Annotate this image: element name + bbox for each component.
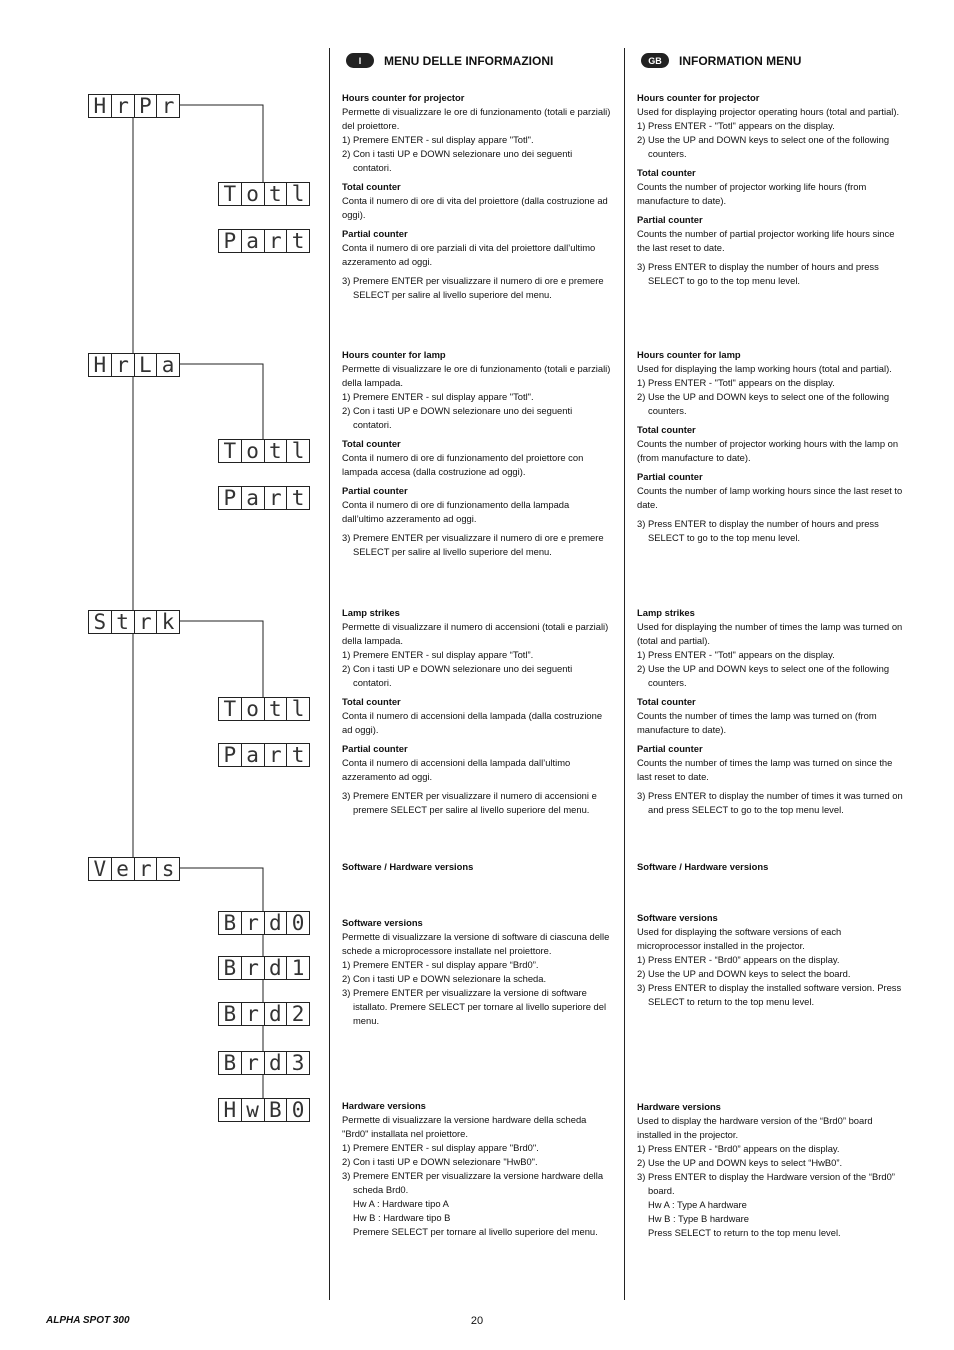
product-name: ALPHA SPOT 300 [46,1315,130,1326]
gb-software-versions-block: Software versions Used for displaying the software versions of each microprocessor installed in the projector. 1) Press ENTER - “Brd0” appears on the display. 2) Use the UP and DOWN keys to select the board. 3) Press ENTER to display the installed software version. Press SELECT to return to the top menu level. [637,912,902,1007]
it-projector-hours-block: Hours counter for projector Permette di visualizzare le ore di funzionamento (totali e parziali) del proiettore. 1) Premere ENTER - sul display appare "Totl". 2) Con i tasti UP e DOWN selezionare uno dei seguenti contatori. Total counter Conta il numero di ore di vita del proiettore (dalla costruzione ad oggi). Partial counter Conta il numero di ore parziali di vita del proiettore dall’ultimo azzeramento ad oggi. 3) Premere ENTER per visualizzare il numero di ore e premere SELECT per salire al livello superiore del menu. [342,92,611,300]
gb-hardware-versions-block: Hardware versions Used to display the hardware version of the “Brd0” board installed in the projector. 1) Press ENTER - “Brd0” appears on the display. 2) Use the UP and DOWN keys to select “HwB0”. 3) Press ENTER to display the Hardware version of the “Brd0” board. Hw A : Type A hardware Hw B : Type B hardware Press SELECT to return to the top menu level. [637,1101,895,1238]
language-badge-gb: GB [641,53,669,68]
display-vers: V e r s [88,857,180,881]
section-header-it [346,53,553,68]
it-versions-heading-block: Software / Hardware versions [342,861,474,872]
gb-projector-hours-block: Hours counter for projector Used for displaying projector operating hours (total and partial). 1) Press ENTER - "Totl" appears on the display. 2) Use the UP and DOWN keys to select one of the following counters. Total counter Counts the number of projector working life hours (from manufacture to date). Partial counter Counts the number of partial projector working life hours since the last reset to date. 3) Press ENTER to display the number of hours and press SELECT to go to the top menu level. [637,92,900,286]
display-totl-lamp: T o t l [218,439,310,463]
display-hrpr: H r P r [88,94,180,118]
column-divider-left [329,48,330,1300]
gb-lamp-hours-block: Hours counter for lamp Used for displaying the lamp working hours (total and partial). 1) Press ENTER - "Totl" appears on the display. 2) Use the UP and DOWN keys to select one of the following counters. Total counter Counts the number of projector working hours with the lamp on (from manufacture to date). Partial counter Counts the number of lamp working hours since the last reset to date. 3) Press ENTER to display the number of hours and press SELECT to go to the top menu level. [637,349,903,543]
display-brd3: B r d 3 [218,1051,310,1075]
gb-versions-heading-block: Software / Hardware versions [637,861,769,872]
it-software-versions-block: Software versions Permette di visualizzare la versione di software di ciascuna delle schede a microprocessore installate nel proiettore. 1) Premere ENTER - sul display appare “Brd0”. 2) Con i tasti UP e DOWN selezionare la scheda. 3) Premere ENTER per visualizzare la versione di software istallato. Premere SELECT per tornare al livello superiore del menu. [342,917,610,1026]
display-part-lamp: P a r t [218,486,310,510]
display-part-strikes: P a r t [218,743,310,767]
language-badge-it: I [346,53,374,68]
display-totl-projector: T o t l [218,182,310,206]
display-hrla: H r L a [88,353,180,377]
display-hwb0: H w B 0 [218,1098,310,1122]
display-brd1: B r d 1 [218,956,310,980]
it-lamp-strikes-block: Lamp strikes Permette di visualizzare il numero di accensioni (totali e parziali) della lampada. 1) Premere ENTER - sul display appare “Totl”. 2) Con i tasti UP e DOWN selezionare uno dei seguenti contatori. Total counter Conta il numero di accensioni della lampada (dalla costruzione ad oggi). Partial counter Conta il numero di accensioni della lampada dall’ultimo azzeramento ad oggi. 3) Premere ENTER per visualizzare il numero di accensioni e premere SELECT per salire al livello superiore del menu. [342,607,609,815]
section-header-gb [641,53,801,68]
display-strk: S t r k [88,610,180,634]
display-totl-strikes: T o t l [218,697,310,721]
column-divider-right [624,48,625,1300]
display-brd0: B r d 0 [218,911,310,935]
it-lamp-hours-block: Hours counter for lamp Permette di visualizzare le ore di funzionamento (totali e parziali) della lampada. 1) Premere ENTER - sul display appare "Totl". 2) Con i tasti UP e DOWN selezionare uno dei seguenti contatori. Total counter Conta il numero di ore di funzionamento del proiettore con lampada accesa (dalla costruzione ad oggi). Partial counter Conta il numero di ore di funzionamento della lampada dall’ultimo azzeramento ad oggi. 3) Premere ENTER per visualizzare il numero di ore e premere SELECT per salire al livello superiore del menu. [342,349,611,557]
it-hardware-versions-block: Hardware versions Permette di visualizzare la versione hardware della scheda "Brd0" installata nel proiettore. 1) Premere ENTER - sul display appare "Brd0". 2) Con i tasti UP e DOWN selezionare "HwB0". 3) Premere ENTER per visualizzare la versione hardware della scheda Brd0. Hw A : Hardware tipo A Hw B : Hardware tipo B Premere SELECT per tornare al livello superiore del menu. [342,1100,604,1237]
section-title-it: MENU DELLE INFORMAZIONI [384,53,554,68]
page-number: 20 [470,1315,484,1327]
display-part-projector: P a r t [218,229,310,253]
gb-lamp-strikes-block: Lamp strikes Used for displaying the number of times the lamp was turned on (total and partial). 1) Press ENTER - "Totl" appears on the display. 2) Use the UP and DOWN keys to select one of the following counters. Total counter Counts the number of times the lamp was turned on (from manufacture to date). Partial counter Counts the number of times the lamp was turned on since the last reset to date. 3) Press ENTER to display the number of times it was turned on and press SELECT to go to the top menu level. [637,607,903,815]
display-brd2: B r d 2 [218,1002,310,1026]
section-title-gb: INFORMATION MENU [679,53,802,68]
